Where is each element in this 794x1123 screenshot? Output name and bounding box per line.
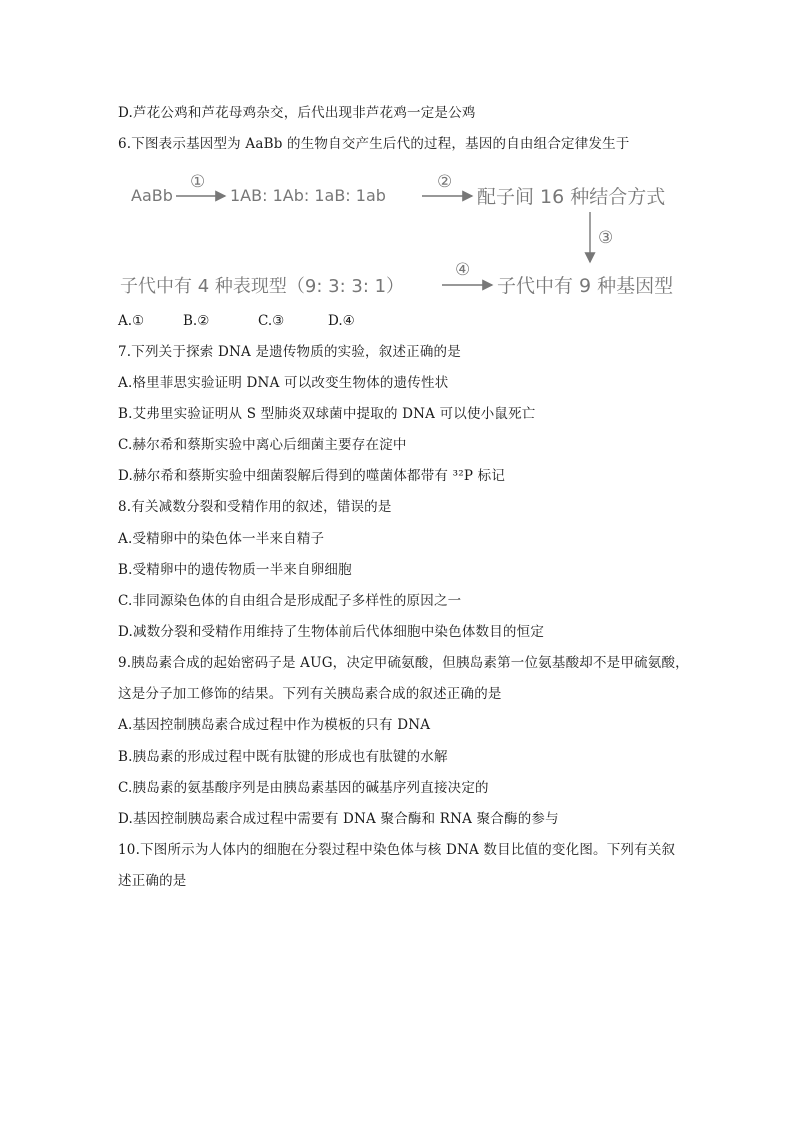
- genotype-label: AaBb: [131, 186, 173, 205]
- q7-option-d: D.赫尔希和蔡斯实验中细菌裂解后得到的噬菌体都带有 ³²P 标记: [118, 468, 506, 484]
- q9-option-d: D.基因控制胰岛素合成过程中需要有 DNA 聚合酶和 RNA 聚合酶的参与: [118, 811, 559, 827]
- q9-stem-line2: 这是分子加工修饰的结果。下列有关胰岛素合成的叙述正确的是: [118, 686, 502, 702]
- q7-option-c: C.赫尔希和蔡斯实验中离心后细菌主要存在淀中: [118, 437, 407, 453]
- combos-label: 配子间 16 种结合方式: [477, 186, 666, 208]
- q9-option-b: B.胰岛素的形成过程中既有肽键的形成也有肽键的水解: [118, 749, 448, 765]
- gametes-label: 1AB: 1Ab: 1aB: 1ab: [230, 186, 386, 205]
- phenotypes-label: 子代中有 4 种表现型（9: 3: 3: 1）: [120, 276, 405, 297]
- q10-stem-line2: 述正确的是: [118, 873, 187, 889]
- q8-option-d: D.减数分裂和受精作用维持了生物体前后代体细胞中染色体数目的恒定: [118, 624, 545, 640]
- q9-option-c: C.胰岛素的氨基酸序列是由胰岛素基因的碱基序列直接决定的: [118, 780, 489, 796]
- q7-option-a: A.格里菲思实验证明 DNA 可以改变生物体的遗传性状: [118, 375, 449, 391]
- q6-stem: 6.下图表示基因型为 AaBb 的生物自交产生后代的过程，基因的自由组合定律发生于: [118, 136, 630, 152]
- q8-stem: 8.有关减数分裂和受精作用的叙述，错误的是: [118, 499, 392, 515]
- q9-stem-line1: 9.胰岛素合成的起始密码子是 AUG，决定甲硫氨酸，但胰岛素第一位氨基酸却不是甲硫氨酸，: [118, 655, 689, 671]
- q6-option-c: C.③: [258, 313, 285, 329]
- q8-option-b: B.受精卵中的遗传物质一半来自卵细胞: [118, 562, 352, 578]
- q8-option-a: A.受精卵中的染色体一半来自精子: [118, 531, 325, 547]
- step1-marker: ①: [190, 172, 206, 192]
- step3-marker: ③: [598, 228, 614, 248]
- step2-marker: ②: [437, 172, 453, 192]
- q5-option-d: D.芦花公鸡和芦花母鸡杂交，后代出现非芦花鸡一定是公鸡: [118, 105, 476, 121]
- q9-option-a: A.基因控制胰岛素合成过程中作为模板的只有 DNA: [118, 717, 431, 733]
- q7-stem: 7.下列关于探索 DNA 是遗传物质的实验，叙述正确的是: [118, 344, 461, 360]
- q6-option-b: B.②: [183, 313, 210, 329]
- q7-option-b: B.艾弗里实验证明从 S 型肺炎双球菌中提取的 DNA 可以使小鼠死亡: [118, 406, 536, 422]
- q6-option-d: D.④: [328, 313, 355, 329]
- q8-option-c: C.非同源染色体的自由组合是形成配子多样性的原因之一: [118, 593, 462, 609]
- q6-option-a: A.①: [118, 313, 145, 329]
- genotypes-label: 子代中有 9 种基因型: [497, 275, 674, 297]
- q10-stem-line1: 10.下图所示为人体内的细胞在分裂过程中染色体与核 DNA 数目比值的变化图。下列有关叙: [118, 842, 676, 858]
- step4-marker: ④: [455, 260, 471, 280]
